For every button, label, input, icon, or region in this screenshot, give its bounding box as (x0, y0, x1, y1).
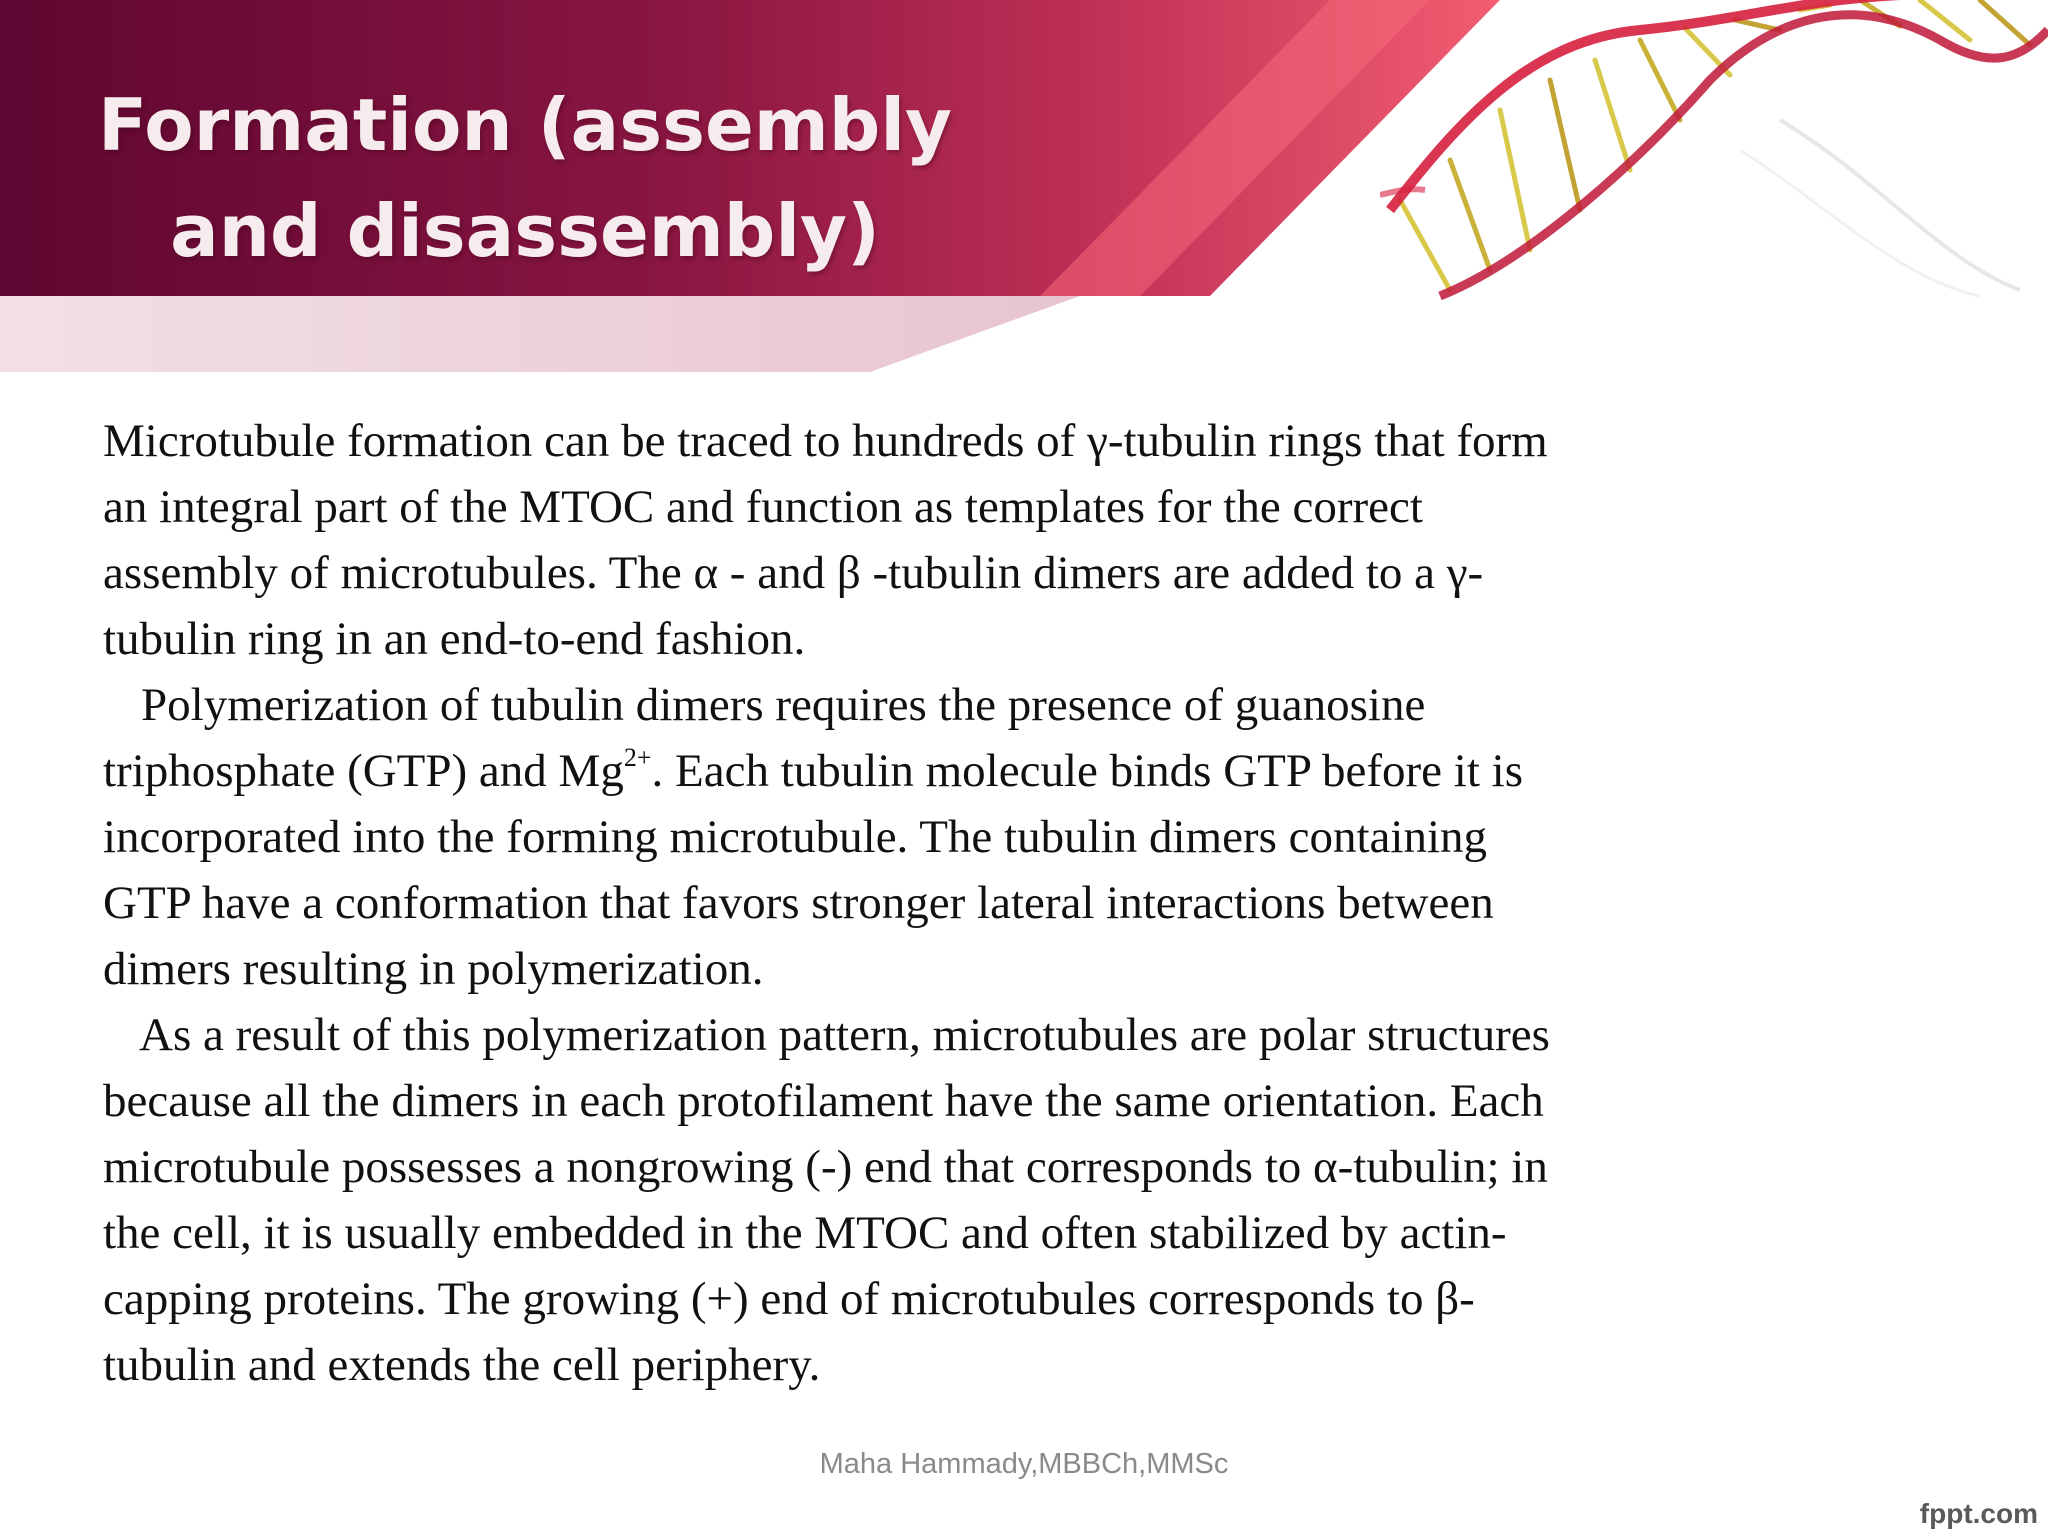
paragraph-line: GTP have a conformation that favors stronger lateral interactions between (103, 877, 1494, 929)
banner-pink-stripe (0, 296, 1080, 372)
paragraph-line: incorporated into the forming microtubule. The tubulin dimers containing (103, 811, 1488, 863)
paragraph-line: an integral part of the MTOC and function as templates for the correct (103, 481, 1423, 533)
paragraph-line: because all the dimers in each protofilament have the same orientation. Each (103, 1075, 1544, 1127)
paragraph-3 (103, 1002, 1743, 1398)
paragraph-line-with-superscript (103, 738, 1743, 804)
paragraph-line: microtubule possesses a nongrowing (-) end that corresponds to α-tubulin; in (103, 1141, 1548, 1193)
paragraph-2 (103, 672, 1743, 1002)
paragraph-1 (103, 408, 1743, 672)
paragraph-line: tubulin and extends the cell periphery. (103, 1339, 821, 1391)
paragraph-line: As a result of this polymerization pattern, microtubules are polar structures (139, 1009, 1550, 1061)
body-text (103, 408, 1743, 1398)
paragraph-line: dimers resulting in polymerization. (103, 943, 764, 995)
title-line-1: Formation (assembly (98, 83, 952, 167)
paragraph-line: Microtubule formation can be traced to hundreds of γ-tubulin rings that form (103, 415, 1548, 467)
paragraph-line: Polymerization of tubulin dimers requires the presence of guanosine (141, 679, 1426, 731)
text-segment: . Each tubulin molecule binds GTP before it is (651, 745, 1524, 797)
paragraph-line: the cell, it is usually embedded in the MTOC and often stabilized by actin- (103, 1207, 1507, 1259)
dna-strand-front (1390, 0, 1900, 210)
dna-helix-illustration (1380, 0, 2048, 300)
watermark: fppt.com (1919, 1498, 2038, 1529)
title-line-2: and disassembly) (170, 189, 880, 273)
slide-footer: Maha Hammady,MBBCh,MMSc (819, 1448, 1229, 1480)
paragraph-line: assembly of microtubules. The α - and β -tubulin dimers are added to a γ- (103, 547, 1484, 599)
paragraph-line: capping proteins. The growing (+) end of microtubules corresponds to β- (103, 1273, 1475, 1325)
paragraph-line: tubulin ring in an end-to-end fashion. (103, 613, 806, 665)
slide-title (60, 72, 990, 284)
superscript-charge: 2+ (623, 743, 652, 772)
text-segment: triphosphate (GTP) and Mg (103, 745, 624, 797)
